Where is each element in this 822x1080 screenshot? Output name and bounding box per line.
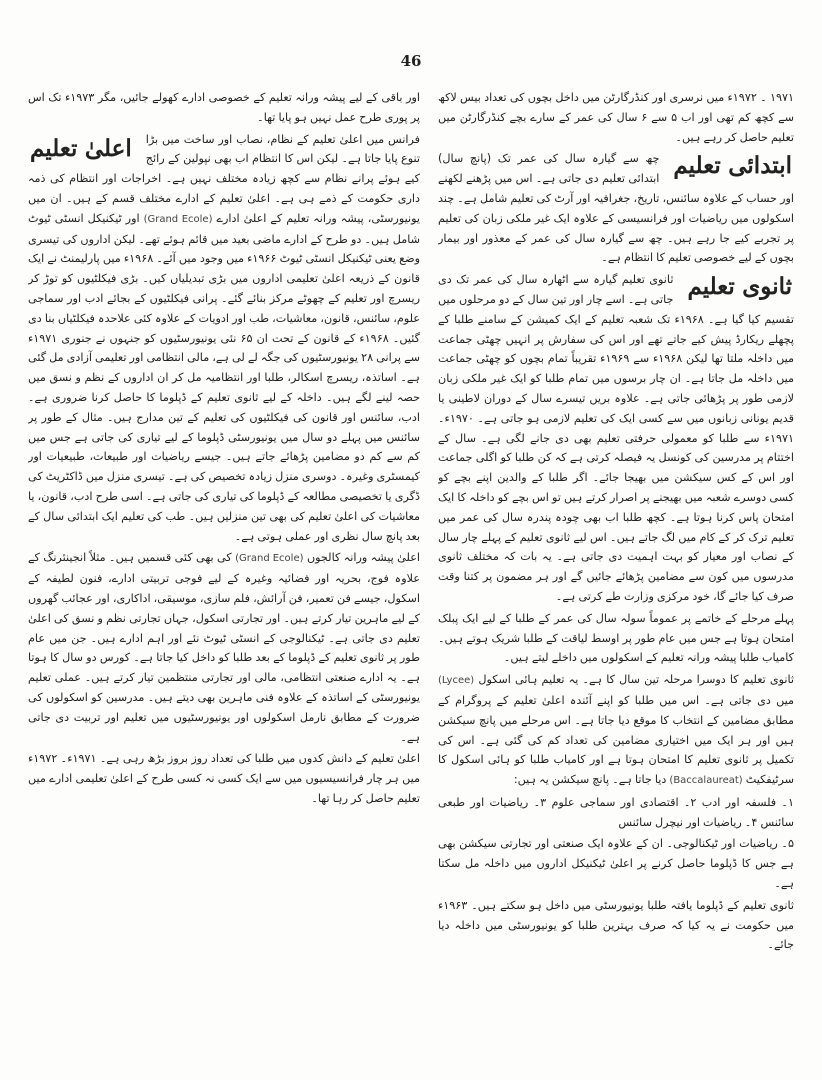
secondary-education-paragraph-1: ثانوی تعلیم گیارہ سے اٹھارہ سال کی عمر تک دی جاتی ہے۔ اسے چار اور تین سال کے دو مرحلوں میں تقسیم کیا گیا ہے۔ ۱۹۶۸ء تک شعبہ تعلیم کے ایک کمیشن کے سامنے طلبا کے پچھلے ریکارڈ پیش کیے جاتے تھے اور اس کی سفارش پر انہیں چھٹی جماعت میں داخلہ ملتا تھا لیکن ۱۹۶۸ء سے ۱۹۶۹ء تقریباً تمام بچوں کو چھٹی جماعت میں داخلہ مل جاتا ہے۔ ان چار برسوں میں تمام طلبا کو ایک غیر ملکی زبان لازمی طور پر پڑھائی جاتی ہے۔ علاوہ بریں تیسرے سال کے دوران لاطینی یا قدیم یونانی زبانوں میں سے کسی ایک کی تعلیم لازمی ہو جاتی ہے۔ ۱۹۷۰ء۔ ۱۹۷۱ء سے طلبا کو معمولی حرفتی تعلیم بھی دی جانے لگی ہے۔ سال کے اختتام پر مدرسین کی کونسل یہ فیصلہ کرتی ہے کہ کن طلبا کو اگلی جماعت اور اس کے کس سیکشن میں بھیجا جائے۔ اگر طلبا کے والدین اپنے بچے کو کسی دوسرے شعبہ میں بھیجنے پر اصرار کرتے ہیں تو اس بچے کو داخلہ کا ایک امتحان پاس کرنا ہوتا ہے۔ کچھ طلبا اب بھی چودہ پندرہ سال کی عمر میں تعلیم ترک کر کے کام میں لگ جاتے ہیں۔ اس لیے ثانوی تعلیم کے پہلے چار سال کے نصاب اور معیار کو بہت اہمیت دی جاتی ہے۔ یہ بات کہ مختلف ثانوی مدرسوں میں کون سے مضامین پڑھائے جائیں گے اور ہر مضمون پر کتنا وقت صرف کیا جائے گا، خود مرکزی وزارت طے کرتی ہے۔ (438, 273, 794, 603)
secondary-text-3a: ثانوی تعلیم کا دوسرا مرحلہ تین سال کا ہے۔ یہ تعلیم ہائی اسکول (478, 673, 794, 687)
section-list-item: ۵۔ ریاضیات اور ٹیکنالوجی۔ ان کے علاوہ ایک صنعتی اور تجارتی سیکشن بھی ہے جس کا ڈپلوما حاصل کرنے پر اعلیٰ ٹیکنیکل اداروں میں داخلہ مل سکتا ہے۔ (438, 837, 794, 891)
secondary-text-3b: میں دی جاتی ہے۔ اس میں طلبا کو اپنے آئندہ اعلیٰ تعلیم کے پروگرام کے مطابق مضامین کے انتخاب کا موقع دیا جاتا ہے۔ اس مرحلے میں پانچ سیکشن ہیں اور ہر ایک میں اختیاری مضامین کی تعداد کم کی گئی ہے۔ اس کی تکمیل پر ثانوی تعلیم کا امتحان ہوتا ہے اور کامیاب طلبا کو ہائی اسکول کا سرٹیفکیٹ (438, 693, 794, 787)
primary-education-paragraph: چھ سے گیارہ سال کی عمر تک (پانچ سال) ابتدائی تعلیم دی جاتی ہے۔ اس میں پڑھنے لکھنے اور حساب کے علاوہ سائنس، تاریخ، جغرافیہ اور آرٹ کی تعلیم شامل ہے۔ چند اسکولوں میں ریاضیات اور فرانسیسی کے علاوہ ایک غیر ملکی زبان کی تعلیم پر تجربے کیے جا رہے ہیں۔ چھ سے گیارہ سال کی عمر کے معذور اور بیمار بچوں کے لیے خصوصی تعلیم کا انتظام ہے۔ (438, 152, 794, 265)
section-list-item: ۱۔ فلسفہ اور ادب ۲۔ اقتصادی اور سماجی علوم ۳۔ ریاضیات اور طبعی سائنس ۴۔ ریاضیات اور نیچرل سائنس (438, 795, 794, 829)
left-column (28, 88, 420, 1073)
higher-text-3b: کی بھی کئی قسمیں ہیں۔ مثلاً انجینئرنگ کے علاوہ فوج، بحریہ اور فضائیہ وغیرہ کے لیے فوجی تربیتی ادارے، فنون لطیفہ کے اسکول، جیسے فن تعمیر، فن آرائش، فلم سازی، موسیقی، اداکاری، اور عجائب گھروں کے لیے ماہرین تیار کرتے ہیں۔ اور تجارتی اسکول، جہاں تجارتی نظم و نسق کی اعلیٰ تعلیم دی جاتی ہے۔ ٹیکنالوجی کے انسٹی ٹیوٹ نئے اور اہم ادارے ہیں۔ جن میں عام طور پر ثانوی تعلیم کے ڈپلوما کے بعد طلبا کو داخل کیا جاتا ہے۔ کورس دو سال کا ہوتا ہے۔ یہ ادارے صنعتی انتظامی، مالی اور تجارتی منتظمین تیار کرتے ہیں۔ عملی تعلیم یونیورسٹی کے اساتذہ کے علاوہ فنی ماہرین بھی دیتے ہیں۔ مدرسین کو اسکولوں کی ضرورت کے مطابق نارمل اسکولوں اور یونیورسٹیوں میں تعلیم اور تربیت دی جاتی ہے۔ (28, 551, 420, 744)
secondary-text-3c: دیا جاتا ہے۔ پانچ سیکشن یہ ہیں: (513, 773, 667, 787)
higher-education-paragraph-1 (28, 130, 420, 547)
higher-text-2: اور ٹیکنیکل انسٹی ٹیوٹ شامل ہیں۔ دو طرح کے ادارے ماضی بعید میں قائم ہوئے تھے۔ لیکن اداروں کی تیسری وضع یعنی ٹیکنیکل انسٹی ٹیوٹ ۱۹۶۶ء میں وجود میں آئے۔ ۱۹۶۸ء میں پارلیمنٹ نے ایک قانون کے ذریعہ اعلیٰ تعلیمی اداروں میں بڑی تبدیلیاں کیں۔ بڑی فیکلٹیوں کو توڑ کر ریسرچ اور تعلیم کے چھوٹے مرکز بنائے گئے۔ پرانی فیکلٹیوں کے بجائے ادب اور سماجی علوم، سائنس، قانون، معاشیات، طب اور ادویات کے علاوہ کئی علاحدہ فیکلٹیاں بنا دی گئیں۔ ۱۹۶۸ء کے قانون کے تحت ان ۶۵ نئی یونیورسٹیوں کو جنہوں نے جنوری ۱۹۷۱ء سے پرانی ۲۸ یونیورسٹیوں کی جگہ لے لی ہے، مالی انتظامی اور تعلیمی آزادی مل گئی ہے۔ اساتذہ، ریسرچ اسکالر، طلبا اور انتظامیہ مل کر ان اداروں کے نظم و نسق میں حصہ لینے لگے ہیں۔ داخلہ کے لیے ثانوی تعلیم کے ڈپلوما کا حاصل کرنا ضروری ہے۔ ادب، سائنس اور قانون کی فیکلٹیوں کی تعلیم کے تین مدارج ہیں۔ مثال کے طور پر سائنس میں پہلے دو سال میں یونیورسٹی ڈپلوما کے لیے تیاری کی جاتی ہے جس میں کم سے کم دو مضامین پڑھائے جاتے ہیں۔ جیسے ریاضیات اور طبیعات، طبیعیات اور کیمسٹری وغیرہ۔ دوسری منزل زیادہ تخصیص کی ہے۔ تیسری منزل میں ڈاکٹریٹ کی ڈگری یا تخصیصی مطالعہ کے ڈپلوما کی تیاری کی جاتی ہے۔ اسی طرح ادب، قانون، یا معاشیات کی اعلیٰ تعلیم کی بھی تین منزلیں ہیں۔ طب کی تعلیم ایک ابتدائی سال کے بعد پانچ سال نظری اور عملی ہوتی ہے۔ (28, 211, 420, 543)
higher-text-3a: اعلیٰ پیشہ ورانہ کالجوں (306, 551, 420, 565)
higher-education-heading: اعلیٰ تعلیم (30, 134, 132, 162)
higher-education-paragraph-2 (28, 548, 420, 747)
primary-education-heading: ابتدائی تعلیم (673, 152, 792, 180)
lycee-term: (Lycee) (438, 675, 475, 687)
higher-text-1: فرانس میں اعلیٰ تعلیم کے نظام، نصاب اور ساخت میں بڑا تنوع پایا جاتا ہے۔ لیکن اس کا انتظام اب بھی نپولین کے رائج کیے ہوئے پرانے نظام سے کچھ زیادہ مختلف نہیں ہے۔ اخراجات اور انتظام کی ذمہ داری حکومت کے ذمے ہی ہے۔ اعلیٰ تعلیم کے ادارے مختلف قسم کے ہیں۔ ان میں یونیورسٹی، پیشہ ورانہ تعلیم کے اعلیٰ ادارے (28, 132, 420, 225)
closing-paragraph: ثانوی تعلیم کے ڈپلوما یافتہ طلبا یونیورسٹی میں داخل ہو سکتے ہیں۔ ۱۹۶۳ء میں حکومت نے یہ کیا کہ صرف بہترین طلبا کو یونیورسٹی میں داخلہ دیا جائے۔ (438, 898, 794, 952)
secondary-education-paragraph-3 (438, 670, 794, 791)
baccalaureat-term: (Baccalaureat) (669, 775, 743, 787)
continuation-paragraph: اور باقی کے لیے پیشہ ورانہ تعلیم کے خصوصی ادارے کھولے جائیں، مگر ۱۹۷۳ء تک اس پر پوری طرح عمل نہیں ہو پایا تھا۔ (28, 91, 420, 124)
right-column (438, 88, 794, 1073)
grand-ecole-term: (Grand Ecole) (235, 553, 304, 565)
intro-paragraph: ۱۹۷۱ ۔ ۱۹۷۲ء میں نرسری اور کنڈرگارٹن میں داخل بچوں کی تعداد بیس لاکھ سے کچھ کم تھی اور اب ۵ سے ۶ سال کی عمر کے سارے بچے کنڈرگارٹن میں تعلیم حاصل کر رہے ہیں۔ (438, 91, 794, 144)
secondary-education-heading: ثانوی تعلیم (687, 273, 792, 301)
higher-education-paragraph-3: اعلیٰ تعلیم کے دانش کدوں میں طلبا کی تعداد روز بروز بڑھ رہی ہے۔ ۱۹۷۱ء۔ ۱۹۷۲ء میں ہر چار فرانسیسیوں میں سے ایک کسی نہ کسی طرح کے اعلیٰ تعلیمی ادارے میں تعلیم حاصل کر رہا تھا۔ (28, 752, 420, 805)
page-number: 46 (400, 52, 422, 70)
grand-ecole-term: (Grand Ecole) (143, 213, 213, 225)
secondary-education-paragraph-2: پہلے مرحلے کے خاتمے پر عموماً سولہ سال کی عمر کے طلبا کے لیے ایک پبلک امتحان ہوتا ہے جس میں عام طور پر اوسط لیاقت کے طلبا شریک ہوتے ہیں۔ کامیاب طلبا پیشہ ورانہ تعلیم کے اسکولوں میں داخلے لیتے ہیں۔ (438, 611, 794, 665)
